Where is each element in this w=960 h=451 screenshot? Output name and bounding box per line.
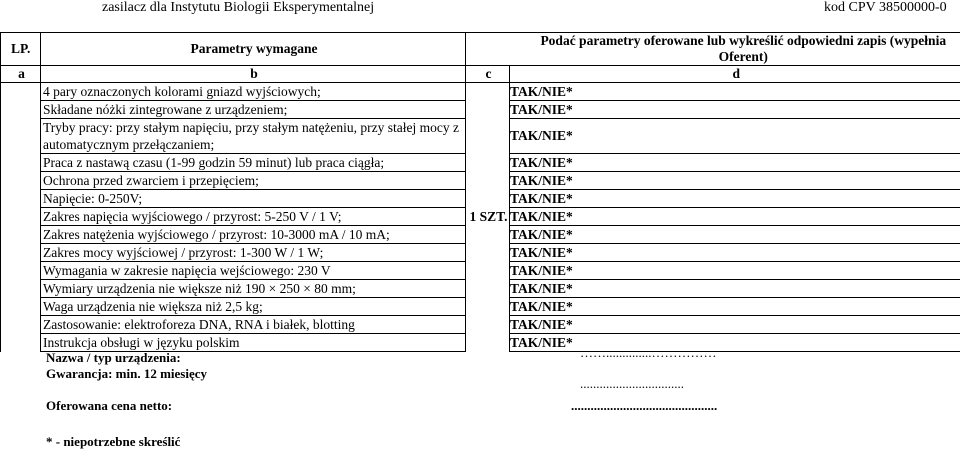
param-cell: Praca z nastawą czasu (1-99 godzin 59 minut) lub praca ciągła; <box>41 154 466 172</box>
param-cell: Zakres mocy wyjściowej / przyrost: 1-300 W / 1 W; <box>41 244 466 262</box>
lp-cell <box>1 298 41 316</box>
param-cell: Zastosowanie: elektroforeza DNA, RNA i białek, blotting <box>41 316 466 334</box>
param-cell: Instrukcja obsługi w języku polskim <box>41 334 466 352</box>
lp-cell <box>1 208 41 226</box>
price-label: Oferowana cena netto: <box>46 398 173 413</box>
footnote: * - niepotrzebne skreślić <box>46 434 181 449</box>
answer-spacer <box>591 101 960 119</box>
offer-header-text: Podać parametry oferowane lub wykreślić odpowiedni zapis (wypełnia Oferent) <box>540 33 947 64</box>
parameters-table <box>0 32 960 352</box>
letter-b: b <box>41 66 466 83</box>
param-cell: Napięcie: 0-250V; <box>41 190 466 208</box>
answer-spacer <box>591 280 960 298</box>
warranty-label: Gwarancja: min. 12 miesięcy <box>46 366 208 381</box>
answer-spacer <box>591 119 960 154</box>
letter-a: a <box>1 66 41 83</box>
param-cell: Ochrona przed zwarciem i przepięciem; <box>41 172 466 190</box>
offer-header <box>466 33 960 66</box>
param-cell: Wymiary urządzenia nie większe niż 190 × 250 × 80 mm; <box>41 280 466 298</box>
lp-cell <box>1 262 41 280</box>
param-cell: Zakres napięcia wyjściowego / przyrost: 5-250 V / 1 V; <box>41 208 466 226</box>
answer-spacer <box>591 190 960 208</box>
table-header-row <box>1 33 960 66</box>
warranty-blank[interactable]: ................................ <box>580 376 684 391</box>
device-name-label: Nazwa / typ urządzenia: <box>46 350 181 365</box>
letters-row <box>1 66 960 83</box>
lp-cell <box>1 190 41 208</box>
table-row <box>1 83 960 101</box>
answer-spacer <box>591 316 960 334</box>
lp-cell <box>1 154 41 172</box>
lp-header: LP. <box>1 33 41 66</box>
answer-cell[interactable]: TAK/NIE* <box>510 154 591 172</box>
param-cell: Wymagania w zakresie napięcia wejściowego: 230 V <box>41 262 466 280</box>
letter-c: c <box>466 66 510 83</box>
answer-cell[interactable]: TAK/NIE* <box>510 244 591 262</box>
param-cell: 4 pary oznaczonych kolorami gniazd wyjściowych; <box>41 83 466 101</box>
lp-cell <box>1 334 41 352</box>
answer-spacer <box>591 172 960 190</box>
answer-spacer <box>591 244 960 262</box>
lp-cell <box>1 280 41 298</box>
answer-spacer <box>591 226 960 244</box>
answer-cell[interactable]: TAK/NIE* <box>510 101 591 119</box>
answer-cell[interactable]: TAK/NIE* <box>510 119 591 154</box>
answer-cell[interactable]: TAK/NIE* <box>510 208 591 226</box>
lp-cell <box>1 119 41 154</box>
answer-cell[interactable]: TAK/NIE* <box>510 226 591 244</box>
answer-cell[interactable]: TAK/NIE* <box>510 298 591 316</box>
answer-spacer <box>591 208 960 226</box>
answer-cell[interactable]: TAK/NIE* <box>510 280 591 298</box>
answer-spacer <box>591 154 960 172</box>
letter-d: d <box>510 66 960 83</box>
lp-cell <box>1 244 41 262</box>
answer-cell[interactable]: TAK/NIE* <box>510 262 591 280</box>
params-header: Parametry wymagane <box>41 33 466 66</box>
price-blank[interactable]: ............................................. <box>571 398 718 413</box>
answer-cell[interactable]: TAK/NIE* <box>510 190 591 208</box>
param-cell: Tryby pracy: przy stałym napięciu, przy stałym natężeniu, przy stałej mocy z automatycznym przełączaniem; <box>41 119 466 154</box>
device-name-blank[interactable]: ……..............…………… <box>580 345 717 360</box>
answer-cell[interactable]: TAK/NIE* <box>510 316 591 334</box>
lp-cell <box>1 226 41 244</box>
lp-cell <box>1 316 41 334</box>
answer-spacer <box>591 298 960 316</box>
param-cell: Waga urządzenia nie większa niż 2,5 kg; <box>41 298 466 316</box>
param-cell: Zakres natężenia wyjściowego / przyrost: 10-3000 mA / 10 mA; <box>41 226 466 244</box>
lp-cell <box>1 83 41 101</box>
param-cell: Składane nóżki zintegrowane z urządzeniem; <box>41 101 466 119</box>
answer-cell[interactable]: TAK/NIE* <box>510 172 591 190</box>
document-title: zasilacz dla Instytutu Biologii Eksperymentalnej <box>102 0 375 15</box>
answer-spacer <box>591 83 960 101</box>
quantity-cell: 1 SZT. <box>466 83 510 352</box>
answer-spacer <box>591 262 960 280</box>
answer-cell[interactable]: TAK/NIE* <box>510 334 591 352</box>
cpv-code: kod CPV 38500000-0 <box>824 0 947 15</box>
answer-cell[interactable]: TAK/NIE* <box>510 83 591 101</box>
lp-cell <box>1 172 41 190</box>
lp-cell <box>1 101 41 119</box>
